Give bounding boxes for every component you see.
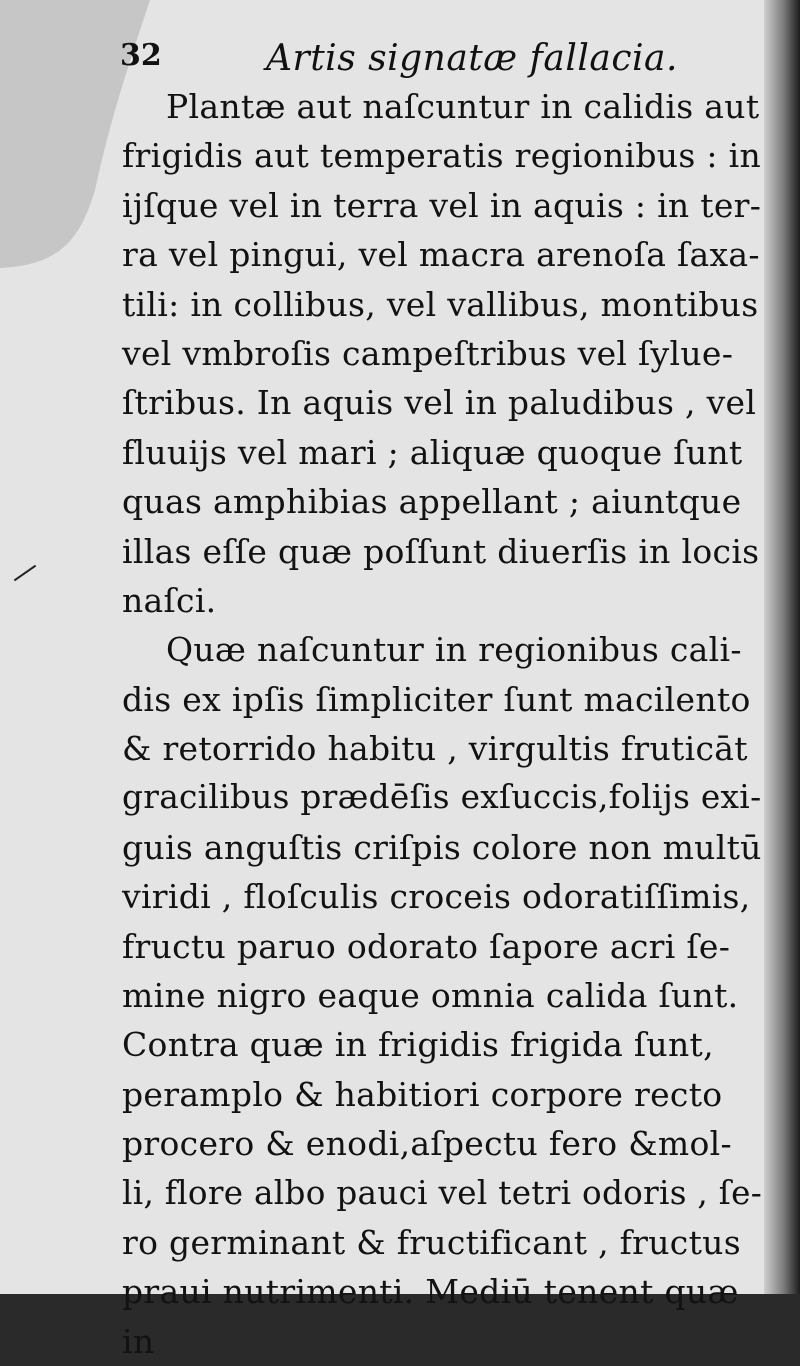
text-line: peramplo & habitiori corpore recto (122, 1074, 723, 1114)
text-line: Quæ naſcuntur in regionibus cali- (166, 630, 742, 670)
text-line: ſtribus. In aquis vel in paludibus , vel (122, 383, 757, 423)
text-line: gracilibus prædēſis exſuccis,folijs exi- (122, 778, 762, 817)
text-line: tili: in collibus, vel vallibus, montibus (122, 284, 759, 324)
page-header (118, 24, 678, 84)
text-line: viridi , floſculis croceis odoratiſſimis, (122, 877, 751, 917)
text-line: quas amphibias appellant ; aiuntque (122, 482, 742, 522)
text-line: vel vmbroſis campeſtribus vel ſylue- (122, 333, 734, 373)
text-line: Plantæ aut naſcuntur in calidis aut (166, 87, 760, 126)
text-line: & retorrido habitu , virgultis fruticāt (122, 729, 748, 769)
text-line: li, flore albo pauci vel tetri odoris , ſe- (122, 1173, 763, 1212)
text-line: ijſque vel in terra vel in aquis : in ter- (122, 185, 762, 225)
text-line: in (122, 1321, 155, 1361)
text-line: ro germinant & fructificant , fructus (122, 1222, 741, 1262)
text-line: Contra quæ in frigidis frigida ſunt, (122, 1025, 714, 1065)
text-line: fluuijs vel mari ; aliquæ quoque ſunt (122, 432, 743, 472)
text-line: guis anguſtis criſpis colore non multū (122, 827, 762, 867)
text-line: ra vel pingui, vel macra arenoſa ſaxa- (122, 235, 760, 275)
text-line: mine nigro eaque omnia calida ſunt. (122, 976, 739, 1016)
binding-shadow (764, 0, 800, 1294)
text-line: illas eſſe quæ poſſunt diuerſis in locis (122, 531, 760, 571)
text-line: dis ex ipſis ſimpliciter ſunt macilento (122, 679, 751, 719)
text-line: naſci. (122, 580, 217, 620)
page-number: 32 (120, 38, 162, 73)
body-text (122, 82, 762, 1366)
text-line: frigidis aut temperatis regionibus : in (122, 136, 762, 176)
text-line: fructu paruo odorato ſapore acri ſe- (122, 926, 731, 966)
running-head: Artis signatæ fallacia. (266, 38, 678, 79)
text-line: procero & enodi,aſpectu fero &mol- (122, 1124, 732, 1164)
text-line: praui nutrimenti. Mediū tenent quæ (122, 1272, 739, 1312)
